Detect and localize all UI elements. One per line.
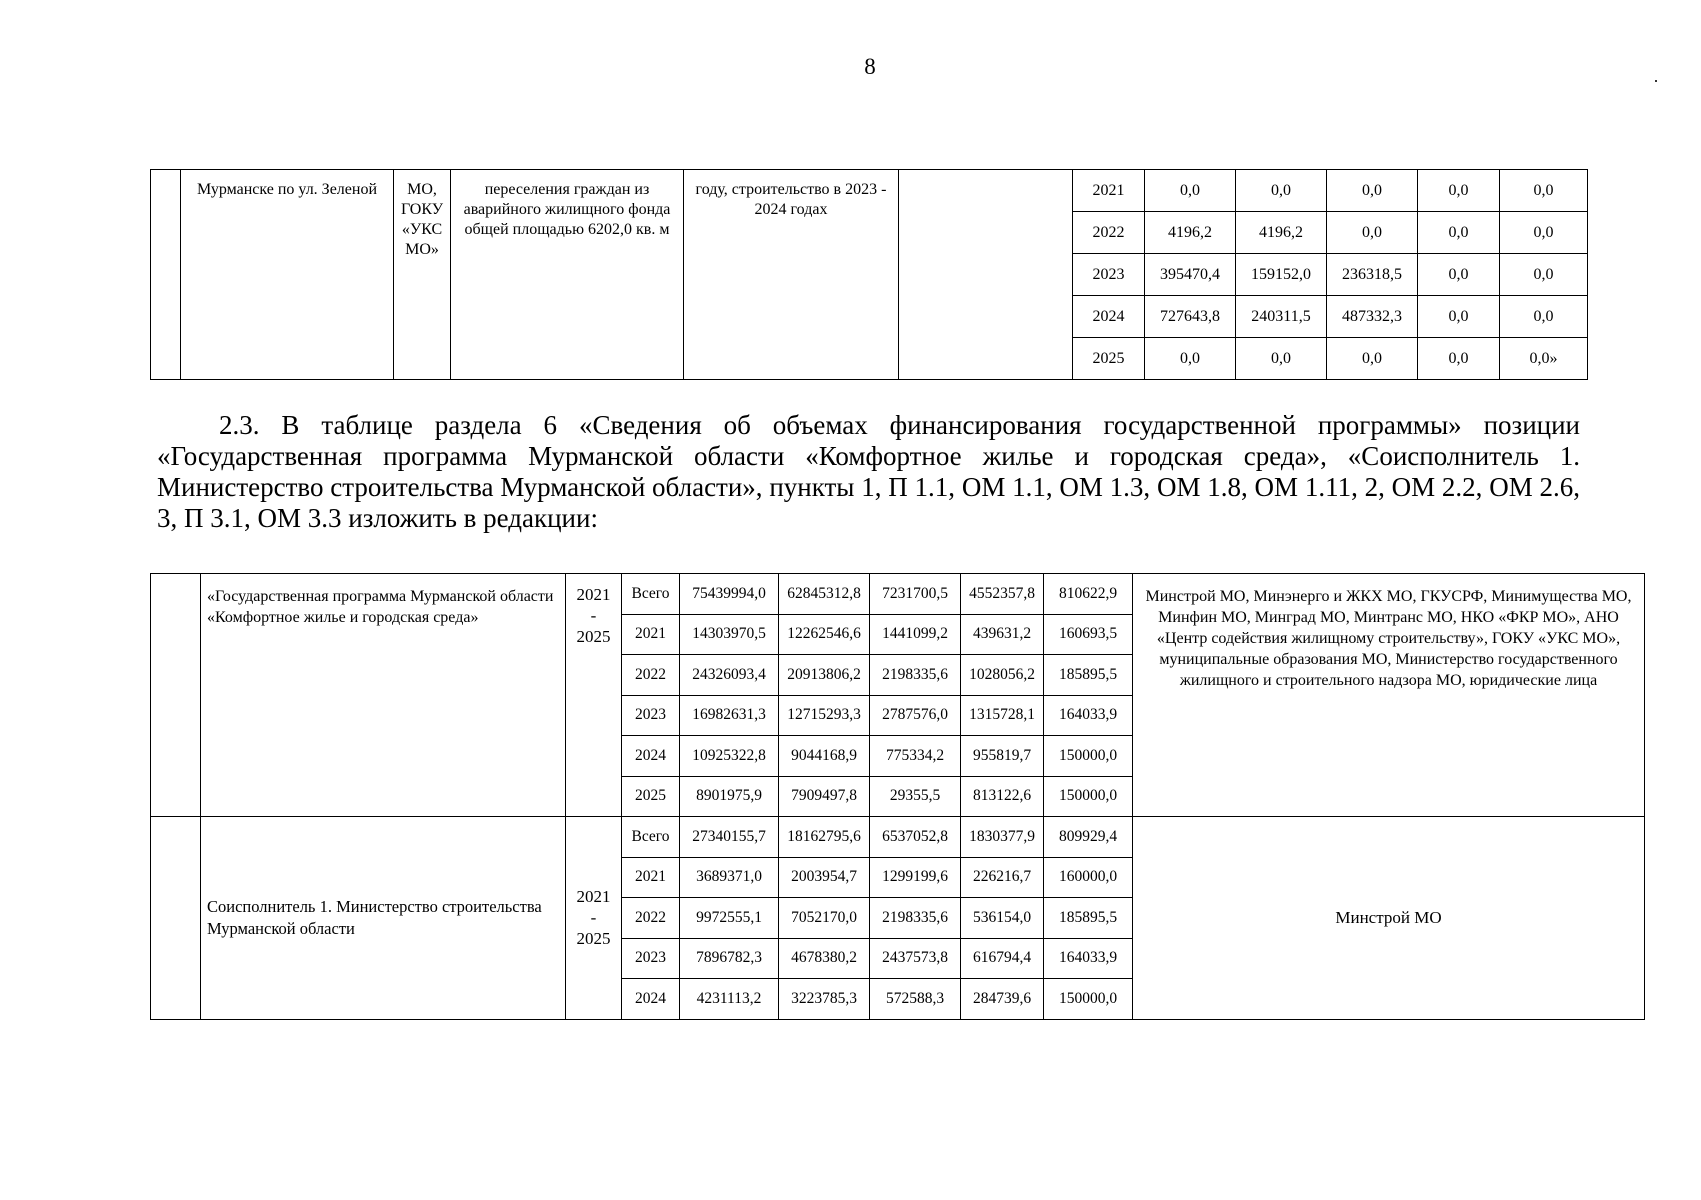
value-cell: 164033,9 <box>1044 938 1133 979</box>
funding-volume-table <box>150 573 1645 1020</box>
value-cell: 24326093,4 <box>680 655 779 696</box>
value-cell: 62845312,8 <box>779 574 870 615</box>
period-cell <box>566 574 622 817</box>
value-cell: 0,0 <box>1418 170 1500 212</box>
value-cell: 27340155,7 <box>680 817 779 858</box>
value-cell: 4552357,8 <box>961 574 1044 615</box>
period-cell <box>566 817 622 1020</box>
executors-cell: Минстрой МО <box>1133 817 1645 1020</box>
value-cell: 395470,4 <box>1145 254 1236 296</box>
value-cell: 0,0 <box>1236 170 1327 212</box>
value-cell: 7909497,8 <box>779 776 870 817</box>
paragraph-text: 2.3. В таблице раздела 6 «Сведения об объемах финансирования государственной программы» позиции «Государственная программа Мурманской области «Комфортное жилье и городская среда», «Соисполнитель 1. Министерство строительства Мурманской области», пункты 1, П 1.1, ОМ 1.1, ОМ 1.3, ОМ 1.8, ОМ 1.11, 2, ОМ 2.2, ОМ 2.6, 3, П 3.1, ОМ 3.3 изложить в редакции: <box>157 410 1580 533</box>
value-cell: 810622,9 <box>1044 574 1133 615</box>
value-cell: 0,0 <box>1418 212 1500 254</box>
value-cell: 150000,0 <box>1044 979 1133 1020</box>
value-cell: 0,0 <box>1500 296 1588 338</box>
value-cell: 9044168,9 <box>779 736 870 777</box>
value-cell: 616794,4 <box>961 938 1044 979</box>
year-cell: 2025 <box>622 776 680 817</box>
value-cell: 7896782,3 <box>680 938 779 979</box>
value-cell: 4678380,2 <box>779 938 870 979</box>
value-cell: 16982631,3 <box>680 695 779 736</box>
value-cell: 1315728,1 <box>961 695 1044 736</box>
value-cell: 0,0 <box>1500 254 1588 296</box>
coexecutor-name-cell: Соисполнитель 1. Министерство строительства Мурманской области <box>201 817 566 1020</box>
value-cell: 1830377,9 <box>961 817 1044 858</box>
value-cell: 7231700,5 <box>870 574 961 615</box>
value-cell: 727643,8 <box>1145 296 1236 338</box>
value-cell: 439631,2 <box>961 614 1044 655</box>
period-start: 2021 <box>576 585 611 604</box>
year-cell: 2023 <box>1073 254 1145 296</box>
value-cell: 775334,2 <box>870 736 961 777</box>
value-cell: 284739,6 <box>961 979 1044 1020</box>
year-cell: 2022 <box>622 655 680 696</box>
value-cell: 0,0» <box>1500 338 1588 380</box>
value-cell: 813122,6 <box>961 776 1044 817</box>
value-cell: 29355,5 <box>870 776 961 817</box>
year-cell: 2021 <box>622 614 680 655</box>
year-cell: 2024 <box>622 979 680 1020</box>
value-cell: 1028056,2 <box>961 655 1044 696</box>
value-cell: 159152,0 <box>1236 254 1327 296</box>
year-cell: 2022 <box>1073 212 1145 254</box>
value-cell: 185895,5 <box>1044 898 1133 939</box>
year-cell: 2023 <box>622 938 680 979</box>
value-cell: 12262546,6 <box>779 614 870 655</box>
value-cell: 7052170,0 <box>779 898 870 939</box>
responsible-cell: МО, ГОКУ «УКС МО» <box>394 170 451 380</box>
value-cell: 1299199,6 <box>870 857 961 898</box>
value-cell: 1441099,2 <box>870 614 961 655</box>
value-cell: 0,0 <box>1145 338 1236 380</box>
value-cell: 0,0 <box>1236 338 1327 380</box>
year-cell: Всего <box>622 574 680 615</box>
value-cell: 150000,0 <box>1044 776 1133 817</box>
value-cell: 8901975,9 <box>680 776 779 817</box>
period-dash: - <box>590 606 597 625</box>
period-end: 2025 <box>576 627 611 646</box>
value-cell: 4231113,2 <box>680 979 779 1020</box>
value-cell: 164033,9 <box>1044 695 1133 736</box>
value-cell: 9972555,1 <box>680 898 779 939</box>
value-cell: 6537052,8 <box>870 817 961 858</box>
index-cell <box>151 817 201 1020</box>
index-cell <box>151 170 181 380</box>
amendment-paragraph <box>157 410 1580 534</box>
year-cell: 2021 <box>1073 170 1145 212</box>
year-cell: 2021 <box>622 857 680 898</box>
table-row <box>151 817 1645 858</box>
object-name-cell: Мурманске по ул. Зеленой <box>181 170 394 380</box>
description-cell: переселения граждан из аварийного жилищного фонда общей площадью 6202,0 кв. м <box>451 170 684 380</box>
value-cell: 20913806,2 <box>779 655 870 696</box>
value-cell: 2787576,0 <box>870 695 961 736</box>
table-row <box>151 170 1588 212</box>
value-cell: 14303970,5 <box>680 614 779 655</box>
value-cell: 3223785,3 <box>779 979 870 1020</box>
period-dash: - <box>590 908 597 928</box>
value-cell: 10925322,8 <box>680 736 779 777</box>
value-cell: 0,0 <box>1418 254 1500 296</box>
year-cell: 2024 <box>1073 296 1145 338</box>
value-cell: 3689371,0 <box>680 857 779 898</box>
timeline-cell: году, строительство в 2023 - 2024 годах <box>684 170 899 380</box>
value-cell: 809929,4 <box>1044 817 1133 858</box>
value-cell: 185895,5 <box>1044 655 1133 696</box>
year-cell: 2024 <box>622 736 680 777</box>
value-cell: 160693,5 <box>1044 614 1133 655</box>
value-cell: 240311,5 <box>1236 296 1327 338</box>
year-cell: 2023 <box>622 695 680 736</box>
value-cell: 150000,0 <box>1044 736 1133 777</box>
value-cell: 0,0 <box>1327 170 1418 212</box>
value-cell: 4196,2 <box>1236 212 1327 254</box>
value-cell: 2198335,6 <box>870 898 961 939</box>
value-cell: 0,0 <box>1418 296 1500 338</box>
value-cell: 226216,7 <box>961 857 1044 898</box>
value-cell: 487332,3 <box>1327 296 1418 338</box>
table-row <box>151 574 1645 615</box>
value-cell: 0,0 <box>1145 170 1236 212</box>
value-cell: 0,0 <box>1327 338 1418 380</box>
value-cell: 2437573,8 <box>870 938 961 979</box>
value-cell: 0,0 <box>1500 170 1588 212</box>
executors-cell: Минстрой МО, Минэнерго и ЖКХ МО, ГКУСРФ, Минимущества МО, Минфин МО, Минград МО, Минтранс МО, НКО «ФКР МО», АНО «Центр содействия жилищному строительству», ГОКУ «УКС МО», муниципальные образования МО, Министерство государственного жилищного и строительного надзора МО, юридические лица <box>1133 574 1645 817</box>
value-cell: 0,0 <box>1500 212 1588 254</box>
period-end: 2025 <box>576 929 611 949</box>
value-cell: 12715293,3 <box>779 695 870 736</box>
value-cell: 236318,5 <box>1327 254 1418 296</box>
value-cell: 4196,2 <box>1145 212 1236 254</box>
index-cell <box>151 574 201 817</box>
funding-table-continuation <box>150 169 1588 380</box>
program-name-cell: «Государственная программа Мурманской области «Комфортное жилье и городская среда» <box>201 574 566 817</box>
period-start: 2021 <box>576 887 611 907</box>
scan-speck <box>1655 80 1657 82</box>
empty-cell <box>899 170 1073 380</box>
value-cell: 2198335,6 <box>870 655 961 696</box>
year-cell: Всего <box>622 817 680 858</box>
value-cell: 2003954,7 <box>779 857 870 898</box>
year-cell: 2025 <box>1073 338 1145 380</box>
value-cell: 75439994,0 <box>680 574 779 615</box>
year-cell: 2022 <box>622 898 680 939</box>
value-cell: 160000,0 <box>1044 857 1133 898</box>
page-number: 8 <box>864 54 876 79</box>
value-cell: 0,0 <box>1418 338 1500 380</box>
value-cell: 572588,3 <box>870 979 961 1020</box>
value-cell: 0,0 <box>1327 212 1418 254</box>
value-cell: 536154,0 <box>961 898 1044 939</box>
value-cell: 18162795,6 <box>779 817 870 858</box>
value-cell: 955819,7 <box>961 736 1044 777</box>
